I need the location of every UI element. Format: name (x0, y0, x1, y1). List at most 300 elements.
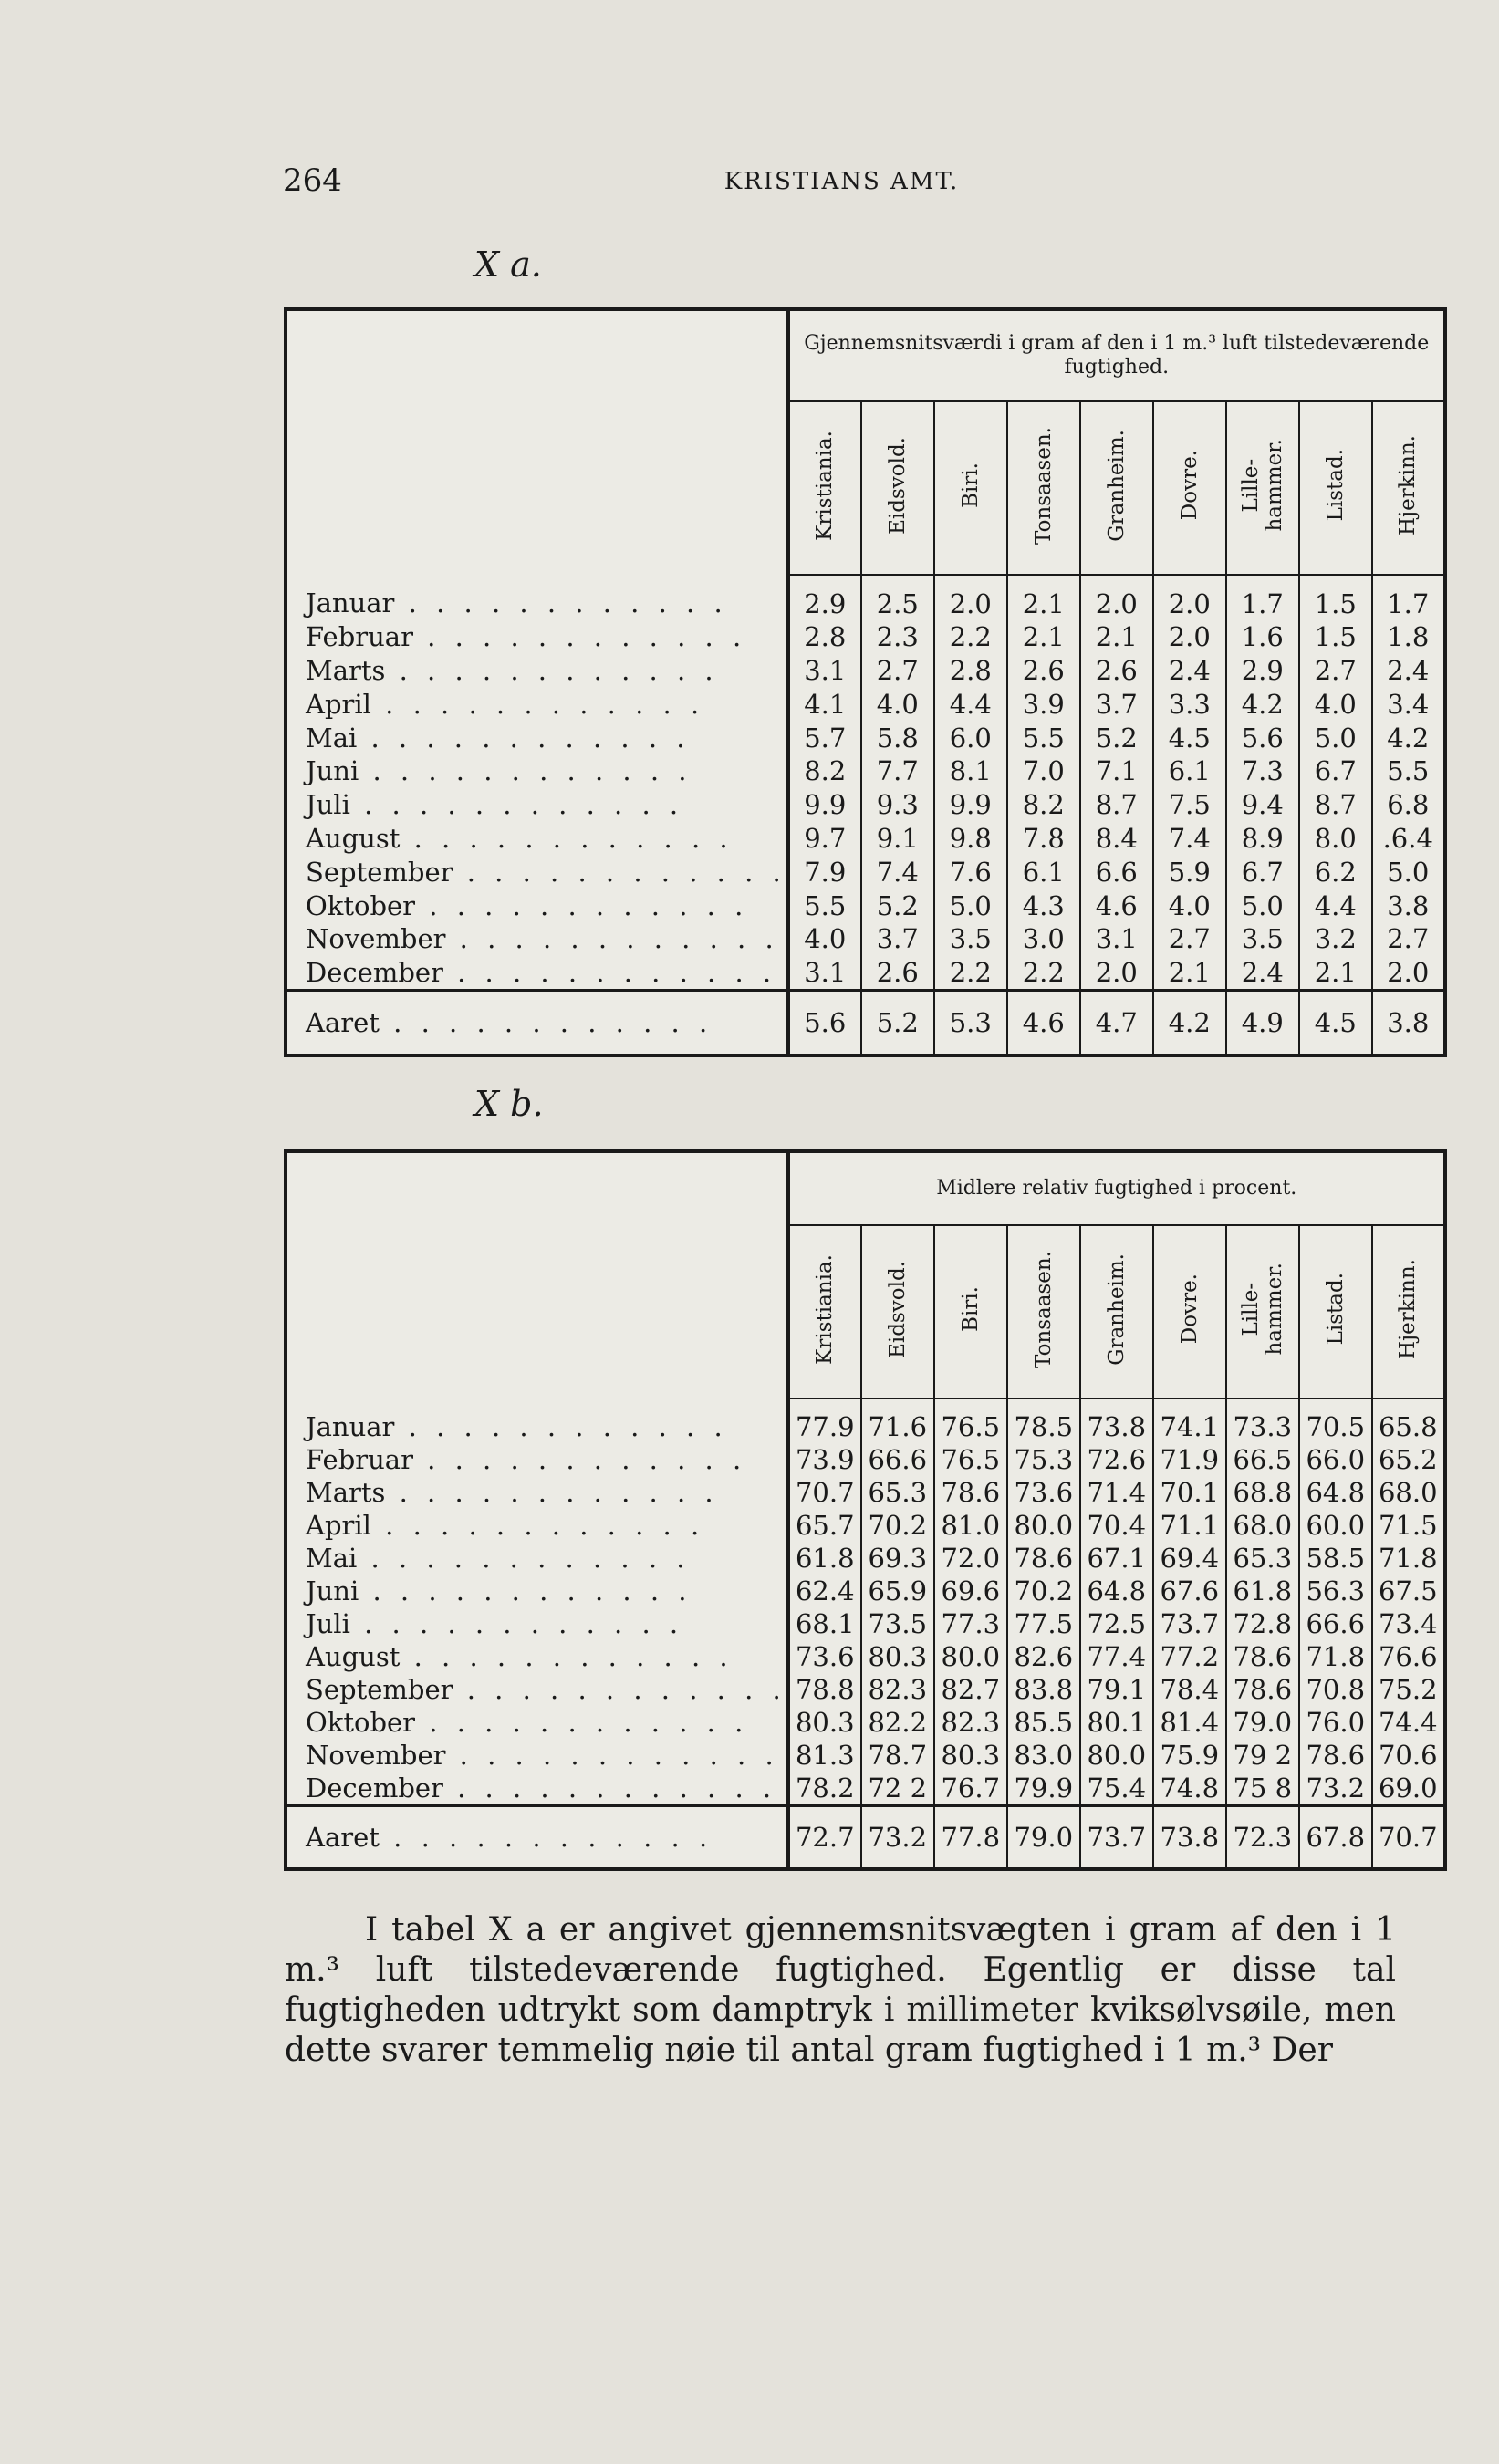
table-row (286, 754, 1445, 788)
value-cell: 5.0 (1299, 721, 1372, 754)
value-cell: 78.6 (1299, 1739, 1372, 1772)
value-cell: 2.0 (934, 575, 1007, 620)
value-cell: 3.1 (1080, 922, 1153, 956)
leader-dots: . . . . . . . . . . . . (359, 755, 692, 787)
value-cell: 70.4 (1080, 1509, 1153, 1542)
value-cell: 72.0 (934, 1542, 1007, 1575)
station-header (1007, 401, 1080, 575)
value-cell: 2.1 (1153, 956, 1226, 991)
station-header (934, 1225, 1007, 1398)
value-cell: 7.7 (861, 754, 934, 788)
value-cell: 78.6 (934, 1476, 1007, 1509)
value-cell: 3.3 (1153, 688, 1226, 722)
value-cell: 72.7 (788, 1806, 861, 1870)
value-cell: 6.2 (1299, 855, 1372, 889)
leader-dots: . . . . . . . . . . . . (385, 1477, 719, 1508)
month-label: Januar (306, 1410, 395, 1442)
value-cell: 65.7 (788, 1509, 861, 1542)
table-b-body (286, 1398, 1445, 1869)
humidity-gram-table (284, 307, 1447, 1057)
station-name: Dovre. (1177, 450, 1202, 521)
value-cell: 68.0 (1226, 1509, 1299, 1542)
value-cell: 5.7 (788, 721, 861, 754)
row-label-cell (286, 1806, 788, 1870)
annual-row (286, 1806, 1445, 1870)
value-cell: 5.8 (861, 721, 934, 754)
value-cell: 3.1 (788, 654, 861, 688)
value-cell: 69.3 (861, 1542, 934, 1575)
table-row (286, 855, 1445, 889)
value-cell: 71.4 (1080, 1476, 1153, 1509)
value-cell: 2.0 (1080, 956, 1153, 991)
leader-dots: . . . . . . . . . . . . (394, 587, 728, 619)
value-cell: 79 2 (1226, 1739, 1299, 1772)
leader-dots: . . . . . . . . . . . . (453, 1674, 786, 1705)
row-label-cell (286, 721, 788, 754)
value-cell: 2.2 (934, 956, 1007, 991)
leader-dots: . . . . . . . . . . . . (400, 823, 734, 854)
table-row (286, 1706, 1445, 1739)
value-cell: 73.6 (788, 1640, 861, 1673)
value-cell: 71.9 (1153, 1443, 1226, 1476)
value-cell: 66.5 (1226, 1443, 1299, 1476)
station-header (1080, 401, 1153, 575)
table-corner (286, 1151, 788, 1398)
value-cell: 9.8 (934, 822, 1007, 856)
row-label-cell (286, 1673, 788, 1706)
leader-dots: . . . . . . . . . . . . (445, 923, 779, 955)
value-cell: 73.5 (861, 1607, 934, 1640)
value-cell: 70.7 (788, 1476, 861, 1509)
table-row (286, 1398, 1445, 1443)
value-cell: 85.5 (1007, 1706, 1080, 1739)
value-cell: 2.0 (1372, 956, 1445, 991)
value-cell: 64.8 (1080, 1575, 1153, 1607)
leader-dots: . . . . . . . . . . . . (357, 1543, 691, 1574)
station-name: Hjerkinn. (1396, 434, 1421, 536)
value-cell: 74.4 (1372, 1706, 1445, 1739)
value-cell: 80.3 (934, 1739, 1007, 1772)
value-cell: 6.8 (1372, 788, 1445, 822)
value-cell: 2.6 (861, 956, 934, 991)
value-cell: 65.9 (861, 1575, 934, 1607)
value-cell: 60.0 (1299, 1509, 1372, 1542)
leader-dots: . . . . . . . . . . . . (442, 957, 777, 989)
value-cell: 79.0 (1007, 1806, 1080, 1870)
month-label: Februar (306, 621, 413, 653)
value-cell: 64.8 (1299, 1476, 1372, 1509)
row-label-cell (286, 991, 788, 1055)
value-cell: 73.8 (1153, 1806, 1226, 1870)
month-label: April (306, 688, 371, 720)
station-header (788, 401, 861, 575)
station-header (1153, 401, 1226, 575)
value-cell: 78.6 (1226, 1673, 1299, 1706)
value-cell: 79.9 (1007, 1772, 1080, 1806)
row-label-cell (286, 1607, 788, 1640)
value-cell: .6.4 (1372, 822, 1445, 856)
value-cell: 65.2 (1372, 1443, 1445, 1476)
annual-row (286, 991, 1445, 1055)
month-label: Oktober (306, 889, 416, 921)
station-header (1372, 1225, 1445, 1398)
table-row (286, 788, 1445, 822)
table-row (286, 1673, 1445, 1706)
month-label: Februar (306, 1444, 413, 1475)
value-cell: 82.7 (934, 1673, 1007, 1706)
table-a-body (286, 575, 1445, 1055)
value-cell: 71.8 (1372, 1542, 1445, 1575)
value-cell: 4.2 (1226, 688, 1299, 722)
station-name: Hjerkinn. (1396, 1258, 1421, 1360)
value-cell: 73.2 (861, 1806, 934, 1870)
value-cell: 4.4 (1299, 889, 1372, 922)
value-cell: 7.1 (1080, 754, 1153, 788)
table-row (286, 922, 1445, 956)
row-label-cell (286, 822, 788, 856)
value-cell: 8.1 (934, 754, 1007, 788)
row-label-cell (286, 620, 788, 654)
table-row (286, 1607, 1445, 1640)
value-cell: 2.9 (788, 575, 861, 620)
value-cell: 72.5 (1080, 1607, 1153, 1640)
value-cell: 2.2 (1007, 956, 1080, 991)
value-cell: 75.4 (1080, 1772, 1153, 1806)
station-header (861, 401, 934, 575)
value-cell: 65.3 (861, 1476, 934, 1509)
value-cell: 66.6 (1299, 1607, 1372, 1640)
station-header (1007, 1225, 1080, 1398)
row-label-cell (286, 1575, 788, 1607)
value-cell: 67.5 (1372, 1575, 1445, 1607)
row-label-cell (286, 1772, 788, 1806)
value-cell: 3.9 (1007, 688, 1080, 722)
value-cell: 72.8 (1226, 1607, 1299, 1640)
leader-dots: . . . . . . . . . . . . (349, 1608, 684, 1639)
month-label: Januar (306, 587, 395, 619)
value-cell: 77.3 (934, 1607, 1007, 1640)
value-cell: 4.6 (1007, 991, 1080, 1055)
value-cell: 2.0 (1153, 620, 1226, 654)
row-label-cell (286, 1542, 788, 1575)
table-row (286, 1542, 1445, 1575)
value-cell: 66.0 (1299, 1443, 1372, 1476)
value-cell: 78.8 (788, 1673, 861, 1706)
value-cell: 5.0 (934, 889, 1007, 922)
value-cell: 67.6 (1153, 1575, 1226, 1607)
value-cell: 1.7 (1226, 575, 1299, 620)
value-cell: 5.5 (788, 889, 861, 922)
station-name: Lille- hammer. (1238, 1263, 1286, 1356)
table-corner (286, 309, 788, 575)
table-row (286, 1575, 1445, 1607)
value-cell: 77.2 (1153, 1640, 1226, 1673)
value-cell: 5.5 (1372, 754, 1445, 788)
month-label: Mai (306, 1543, 358, 1574)
value-cell: 5.3 (934, 991, 1007, 1055)
value-cell: 3.0 (1007, 922, 1080, 956)
value-cell: 80.3 (861, 1640, 934, 1673)
value-cell: 4.9 (1226, 991, 1299, 1055)
running-title: KRISTIANS AMT. (723, 168, 960, 195)
value-cell: 80.0 (1080, 1739, 1153, 1772)
row-label-cell (286, 1443, 788, 1476)
value-cell: 79.1 (1080, 1673, 1153, 1706)
month-label: Aaret (306, 1822, 380, 1853)
station-name: Eidsvold. (885, 1260, 910, 1358)
value-cell: 4.0 (861, 688, 934, 722)
value-cell: 80.3 (788, 1706, 861, 1739)
value-cell: 82.2 (861, 1706, 934, 1739)
value-cell: 3.5 (1226, 922, 1299, 956)
value-cell: 1.7 (1372, 575, 1445, 620)
value-cell: 8.2 (1007, 788, 1080, 822)
value-cell: 2.0 (1153, 575, 1226, 620)
value-cell: 8.4 (1080, 822, 1153, 856)
value-cell: 2.6 (1080, 654, 1153, 688)
station-name: Tonsaasen. (1031, 426, 1056, 545)
station-header (788, 1225, 861, 1398)
value-cell: 2.1 (1080, 620, 1153, 654)
value-cell: 78.4 (1153, 1673, 1226, 1706)
value-cell: 78.2 (788, 1772, 861, 1806)
value-cell: 2.3 (861, 620, 934, 654)
value-cell: 70.1 (1153, 1476, 1226, 1509)
value-cell: 5.5 (1007, 721, 1080, 754)
table-row (286, 889, 1445, 922)
value-cell: 3.1 (788, 956, 861, 991)
value-cell: 2.7 (1299, 654, 1372, 688)
value-cell: 77.5 (1007, 1607, 1080, 1640)
value-cell: 6.6 (1080, 855, 1153, 889)
value-cell: 78.5 (1007, 1398, 1080, 1443)
value-cell: 81.3 (788, 1739, 861, 1772)
value-cell: 6.1 (1153, 754, 1226, 788)
value-cell: 69.6 (934, 1575, 1007, 1607)
value-cell: 7.0 (1007, 754, 1080, 788)
table-a-label: X a. (474, 244, 542, 285)
row-label-cell (286, 754, 788, 788)
table-row (286, 575, 1445, 620)
row-label-cell (286, 1739, 788, 1772)
value-cell: 7.9 (788, 855, 861, 889)
leader-dots: . . . . . . . . . . . . (357, 722, 691, 754)
value-cell: 73.8 (1080, 1398, 1153, 1443)
station-header (1226, 1225, 1299, 1398)
value-cell: 7.3 (1226, 754, 1299, 788)
month-label: December (306, 1773, 443, 1804)
value-cell: 2.7 (861, 654, 934, 688)
value-cell: 4.3 (1007, 889, 1080, 922)
value-cell: 71.1 (1153, 1509, 1226, 1542)
value-cell: 2.4 (1153, 654, 1226, 688)
value-cell: 67.1 (1080, 1542, 1153, 1575)
value-cell: 9.3 (861, 788, 934, 822)
station-name: Kristiania. (813, 1253, 838, 1365)
month-label: September (306, 856, 453, 888)
month-label: Mai (306, 722, 358, 754)
value-cell: 5.9 (1153, 855, 1226, 889)
value-cell: 4.4 (934, 688, 1007, 722)
body-paragraph (285, 1910, 1396, 2071)
row-label-cell (286, 1509, 788, 1542)
month-label: November (306, 923, 446, 955)
value-cell: 5.0 (1372, 855, 1445, 889)
value-cell: 7.8 (1007, 822, 1080, 856)
value-cell: 2.0 (1080, 575, 1153, 620)
row-label-cell (286, 1398, 788, 1443)
value-cell: 3.2 (1299, 922, 1372, 956)
value-cell: 4.6 (1080, 889, 1153, 922)
leader-dots: . . . . . . . . . . . . (412, 1444, 747, 1475)
value-cell: 4.2 (1153, 991, 1226, 1055)
value-cell: 70.7 (1372, 1806, 1445, 1870)
month-label: December (306, 957, 443, 989)
row-label-cell (286, 575, 788, 620)
station-name: Dovre. (1177, 1274, 1202, 1345)
value-cell: 76.6 (1372, 1640, 1445, 1673)
station-name: Tonsaasen. (1031, 1250, 1056, 1368)
month-label: Marts (306, 655, 386, 687)
value-cell: 4.5 (1299, 991, 1372, 1055)
leader-dots: . . . . . . . . . . . . (415, 889, 749, 921)
leader-dots: . . . . . . . . . . . . (370, 1510, 705, 1541)
value-cell: 71.8 (1299, 1640, 1372, 1673)
month-label: Juni (306, 755, 359, 787)
month-label: Oktober (306, 1707, 416, 1738)
value-cell: 62.4 (788, 1575, 861, 1607)
page-header (283, 162, 1400, 208)
page-number: 264 (283, 162, 342, 199)
month-label: August (306, 823, 401, 854)
value-cell: 80.1 (1080, 1706, 1153, 1739)
value-cell: 68.0 (1372, 1476, 1445, 1509)
value-cell: 70.5 (1299, 1398, 1372, 1443)
value-cell: 9.9 (788, 788, 861, 822)
value-cell: 8.2 (788, 754, 861, 788)
value-cell: 71.5 (1372, 1509, 1445, 1542)
leader-dots: . . . . . . . . . . . . (359, 1575, 692, 1606)
leader-dots: . . . . . . . . . . . . (442, 1773, 777, 1804)
table-row (286, 721, 1445, 754)
value-cell: 70.6 (1372, 1739, 1445, 1772)
value-cell: 82.6 (1007, 1640, 1080, 1673)
month-label: Aaret (306, 1007, 380, 1039)
value-cell: 5.2 (1080, 721, 1153, 754)
value-cell: 4.0 (1153, 889, 1226, 922)
value-cell: 6.7 (1226, 855, 1299, 889)
value-cell: 3.7 (861, 922, 934, 956)
value-cell: 8.7 (1080, 788, 1153, 822)
station-header (1299, 1225, 1372, 1398)
leader-dots: . . . . . . . . . . . . (379, 1007, 713, 1039)
value-cell: 78.6 (1007, 1542, 1080, 1575)
row-label-cell (286, 788, 788, 822)
value-cell: 75.9 (1153, 1739, 1226, 1772)
station-header (1153, 1225, 1226, 1398)
value-cell: 8.7 (1299, 788, 1372, 822)
value-cell: 80.0 (934, 1640, 1007, 1673)
value-cell: 2.2 (934, 620, 1007, 654)
value-cell: 5.2 (861, 889, 934, 922)
value-cell: 68.1 (788, 1607, 861, 1640)
value-cell: 61.8 (788, 1542, 861, 1575)
station-name: Biri. (958, 1286, 983, 1332)
table-b-label: X b. (474, 1084, 544, 1124)
value-cell: 1.6 (1226, 620, 1299, 654)
value-cell: 4.0 (1299, 688, 1372, 722)
value-cell: 9.1 (861, 822, 934, 856)
value-cell: 78.7 (861, 1739, 934, 1772)
station-name: Listad. (1323, 449, 1348, 522)
value-cell: 5.6 (1226, 721, 1299, 754)
station-header (1299, 401, 1372, 575)
value-cell: 2.7 (1372, 922, 1445, 956)
value-cell: 77.8 (934, 1806, 1007, 1870)
value-cell: 4.0 (788, 922, 861, 956)
value-cell: 9.7 (788, 822, 861, 856)
value-cell: 82.3 (861, 1673, 934, 1706)
value-cell: 5.2 (861, 991, 934, 1055)
row-label-cell (286, 922, 788, 956)
station-name: Lille- hammer. (1238, 439, 1286, 532)
value-cell: 7.5 (1153, 788, 1226, 822)
station-name: Granheim. (1104, 429, 1129, 542)
leader-dots: . . . . . . . . . . . . (453, 856, 786, 888)
value-cell: 73.9 (788, 1443, 861, 1476)
table-row (286, 956, 1445, 991)
value-cell: 73.6 (1007, 1476, 1080, 1509)
station-header (934, 401, 1007, 575)
leader-dots: . . . . . . . . . . . . (370, 688, 705, 720)
value-cell: 70.2 (1007, 1575, 1080, 1607)
leader-dots: . . . . . . . . . . . . (379, 1822, 713, 1853)
month-label: November (306, 1740, 446, 1771)
month-label: April (306, 1510, 371, 1541)
value-cell: 8.0 (1299, 822, 1372, 856)
month-label: Marts (306, 1477, 386, 1508)
leader-dots: . . . . . . . . . . . . (445, 1740, 779, 1771)
value-cell: 83.8 (1007, 1673, 1080, 1706)
station-name: Granheim. (1104, 1253, 1129, 1366)
value-cell: 9.4 (1226, 788, 1299, 822)
value-cell: 7.4 (1153, 822, 1226, 856)
value-cell: 2.4 (1372, 654, 1445, 688)
month-label: Juli (306, 789, 350, 821)
value-cell: 76.5 (934, 1398, 1007, 1443)
value-cell: 5.0 (1226, 889, 1299, 922)
month-label: August (306, 1641, 401, 1672)
value-cell: 3.5 (934, 922, 1007, 956)
value-cell: 72 2 (861, 1772, 934, 1806)
value-cell: 3.7 (1080, 688, 1153, 722)
row-label-cell (286, 1640, 788, 1673)
value-cell: 71.6 (861, 1398, 934, 1443)
station-header (1080, 1225, 1153, 1398)
value-cell: 2.7 (1153, 922, 1226, 956)
row-label-cell (286, 654, 788, 688)
value-cell: 68.8 (1226, 1476, 1299, 1509)
value-cell: 76.5 (934, 1443, 1007, 1476)
value-cell: 65.3 (1226, 1542, 1299, 1575)
value-cell: 73.7 (1080, 1806, 1153, 1870)
leader-dots: . . . . . . . . . . . . (415, 1707, 749, 1738)
leader-dots: . . . . . . . . . . . . (349, 789, 684, 821)
row-label-cell (286, 1706, 788, 1739)
leader-dots: . . . . . . . . . . . . (394, 1410, 728, 1442)
value-cell: 6.7 (1299, 754, 1372, 788)
value-cell: 3.4 (1372, 688, 1445, 722)
